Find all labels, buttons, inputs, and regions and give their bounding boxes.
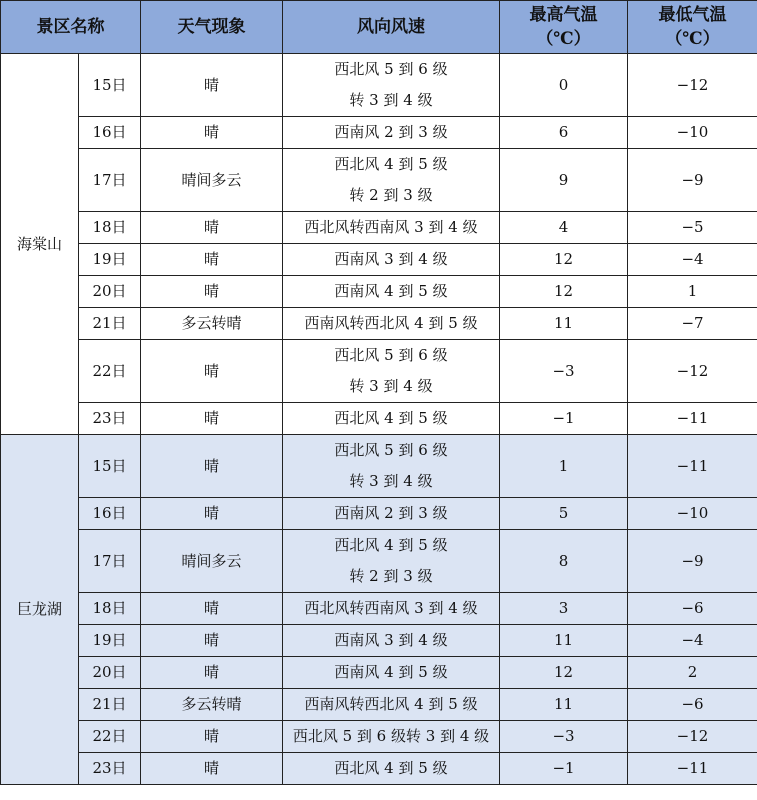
max-temp-cell: 1 bbox=[500, 435, 628, 498]
wind-cell: 西北风 4 到 5 级 bbox=[283, 753, 500, 785]
wind-cell: 西南风 4 到 5 级 bbox=[283, 657, 500, 689]
wind-cell bbox=[283, 54, 500, 117]
min-temp-cell: −10 bbox=[628, 498, 757, 530]
weather-cell: 晴 bbox=[141, 340, 283, 403]
day-cell: 23日 bbox=[79, 403, 141, 435]
day-cell: 16日 bbox=[79, 117, 141, 149]
max-temp-cell: −1 bbox=[500, 753, 628, 785]
scenic-name: 海棠山 bbox=[1, 54, 79, 435]
day-cell: 18日 bbox=[79, 212, 141, 244]
table-row bbox=[1, 593, 757, 625]
table-row bbox=[1, 244, 757, 276]
wind-cell: 西北风转西南风 3 到 4 级 bbox=[283, 593, 500, 625]
weather-cell: 晴 bbox=[141, 54, 283, 117]
max-temp-cell: −1 bbox=[500, 403, 628, 435]
weather-cell: 晴 bbox=[141, 117, 283, 149]
header-min-temp-unit: （℃） bbox=[665, 29, 720, 49]
max-temp-cell: 0 bbox=[500, 54, 628, 117]
wind-line-1: 西北风 4 到 5 级 bbox=[334, 155, 448, 173]
max-temp-cell: 5 bbox=[500, 498, 628, 530]
day-cell: 20日 bbox=[79, 657, 141, 689]
day-cell: 16日 bbox=[79, 498, 141, 530]
wind-line-1: 西北风 4 到 5 级 bbox=[334, 536, 448, 554]
day-cell: 21日 bbox=[79, 689, 141, 721]
day-cell: 17日 bbox=[79, 149, 141, 212]
table-row bbox=[1, 276, 757, 308]
day-cell: 19日 bbox=[79, 625, 141, 657]
wind-cell: 西北风 5 到 6 级转 3 到 4 级 bbox=[283, 721, 500, 753]
table-row bbox=[1, 721, 757, 753]
table-row bbox=[1, 117, 757, 149]
wind-cell: 西北风 4 到 5 级 bbox=[283, 403, 500, 435]
wind-line-1: 西北风 5 到 6 级 bbox=[334, 60, 448, 78]
wind-cell: 西南风转西北风 4 到 5 级 bbox=[283, 689, 500, 721]
min-temp-cell: −11 bbox=[628, 753, 757, 785]
min-temp-cell: 2 bbox=[628, 657, 757, 689]
header-min-temp-title: 最低气温 bbox=[658, 5, 727, 25]
min-temp-cell: −9 bbox=[628, 149, 757, 212]
weather-cell: 晴 bbox=[141, 435, 283, 498]
wind-line-2: 转 2 到 3 级 bbox=[349, 567, 433, 585]
table-row bbox=[1, 498, 757, 530]
day-cell: 22日 bbox=[79, 721, 141, 753]
max-temp-cell: 3 bbox=[500, 593, 628, 625]
header-wind: 风向风速 bbox=[283, 1, 500, 54]
scenic-name: 巨龙湖 bbox=[1, 435, 79, 785]
wind-cell bbox=[283, 340, 500, 403]
max-temp-cell: 4 bbox=[500, 212, 628, 244]
max-temp-cell: 12 bbox=[500, 657, 628, 689]
wind-cell: 西南风 2 到 3 级 bbox=[283, 117, 500, 149]
max-temp-cell: 8 bbox=[500, 530, 628, 593]
wind-line-2: 转 3 到 4 级 bbox=[349, 377, 433, 395]
max-temp-cell: 11 bbox=[500, 308, 628, 340]
wind-cell: 西南风转西北风 4 到 5 级 bbox=[283, 308, 500, 340]
weather-cell: 晴 bbox=[141, 657, 283, 689]
header-max-temp-unit: （℃） bbox=[536, 29, 591, 49]
weather-cell: 多云转晴 bbox=[141, 308, 283, 340]
table-row bbox=[1, 54, 757, 117]
day-cell: 18日 bbox=[79, 593, 141, 625]
max-temp-cell: 11 bbox=[500, 625, 628, 657]
table-row bbox=[1, 689, 757, 721]
weather-cell: 晴 bbox=[141, 498, 283, 530]
table-row bbox=[1, 308, 757, 340]
table-row bbox=[1, 625, 757, 657]
wind-line-2: 转 2 到 3 级 bbox=[349, 186, 433, 204]
header-weather: 天气现象 bbox=[141, 1, 283, 54]
wind-line-2: 转 3 到 4 级 bbox=[349, 472, 433, 490]
table-row bbox=[1, 435, 757, 498]
min-temp-cell: −12 bbox=[628, 340, 757, 403]
weather-cell: 晴间多云 bbox=[141, 530, 283, 593]
wind-line-1: 西北风 5 到 6 级 bbox=[334, 346, 448, 364]
table-row bbox=[1, 340, 757, 403]
header-max-temp bbox=[500, 1, 628, 54]
min-temp-cell: −10 bbox=[628, 117, 757, 149]
weather-cell: 晴 bbox=[141, 721, 283, 753]
min-temp-cell: 1 bbox=[628, 276, 757, 308]
table-row bbox=[1, 403, 757, 435]
wind-cell: 西南风 4 到 5 级 bbox=[283, 276, 500, 308]
wind-cell bbox=[283, 149, 500, 212]
header-scenic: 景区名称 bbox=[1, 1, 141, 54]
max-temp-cell: 11 bbox=[500, 689, 628, 721]
max-temp-cell: −3 bbox=[500, 340, 628, 403]
wind-cell: 西南风 3 到 4 级 bbox=[283, 244, 500, 276]
min-temp-cell: −6 bbox=[628, 689, 757, 721]
table-row bbox=[1, 530, 757, 593]
table-row bbox=[1, 212, 757, 244]
max-temp-cell: 12 bbox=[500, 244, 628, 276]
wind-cell: 西南风 3 到 4 级 bbox=[283, 625, 500, 657]
table-body bbox=[1, 54, 757, 785]
max-temp-cell: 12 bbox=[500, 276, 628, 308]
min-temp-cell: −9 bbox=[628, 530, 757, 593]
min-temp-cell: −4 bbox=[628, 625, 757, 657]
day-cell: 23日 bbox=[79, 753, 141, 785]
wind-line-1: 西北风 5 到 6 级 bbox=[334, 441, 448, 459]
wind-cell: 西北风转西南风 3 到 4 级 bbox=[283, 212, 500, 244]
day-cell: 17日 bbox=[79, 530, 141, 593]
min-temp-cell: −12 bbox=[628, 721, 757, 753]
table-header bbox=[1, 1, 757, 54]
max-temp-cell: 9 bbox=[500, 149, 628, 212]
weather-cell: 晴 bbox=[141, 593, 283, 625]
day-cell: 19日 bbox=[79, 244, 141, 276]
day-cell: 15日 bbox=[79, 435, 141, 498]
weather-cell: 晴 bbox=[141, 403, 283, 435]
min-temp-cell: −4 bbox=[628, 244, 757, 276]
wind-line-2: 转 3 到 4 级 bbox=[349, 91, 433, 109]
day-cell: 15日 bbox=[79, 54, 141, 117]
wind-cell: 西南风 2 到 3 级 bbox=[283, 498, 500, 530]
wind-cell bbox=[283, 530, 500, 593]
header-max-temp-title: 最高气温 bbox=[529, 5, 598, 25]
min-temp-cell: −12 bbox=[628, 54, 757, 117]
weather-cell: 多云转晴 bbox=[141, 689, 283, 721]
wind-cell bbox=[283, 435, 500, 498]
min-temp-cell: −5 bbox=[628, 212, 757, 244]
min-temp-cell: −7 bbox=[628, 308, 757, 340]
day-cell: 22日 bbox=[79, 340, 141, 403]
day-cell: 20日 bbox=[79, 276, 141, 308]
header-min-temp bbox=[628, 1, 757, 54]
weather-cell: 晴 bbox=[141, 212, 283, 244]
table-row bbox=[1, 657, 757, 689]
min-temp-cell: −11 bbox=[628, 435, 757, 498]
max-temp-cell: −3 bbox=[500, 721, 628, 753]
min-temp-cell: −11 bbox=[628, 403, 757, 435]
min-temp-cell: −6 bbox=[628, 593, 757, 625]
weather-cell: 晴 bbox=[141, 753, 283, 785]
max-temp-cell: 6 bbox=[500, 117, 628, 149]
weather-cell: 晴间多云 bbox=[141, 149, 283, 212]
weather-cell: 晴 bbox=[141, 625, 283, 657]
day-cell: 21日 bbox=[79, 308, 141, 340]
table-row bbox=[1, 753, 757, 785]
weather-cell: 晴 bbox=[141, 244, 283, 276]
table-row bbox=[1, 149, 757, 212]
weather-cell: 晴 bbox=[141, 276, 283, 308]
